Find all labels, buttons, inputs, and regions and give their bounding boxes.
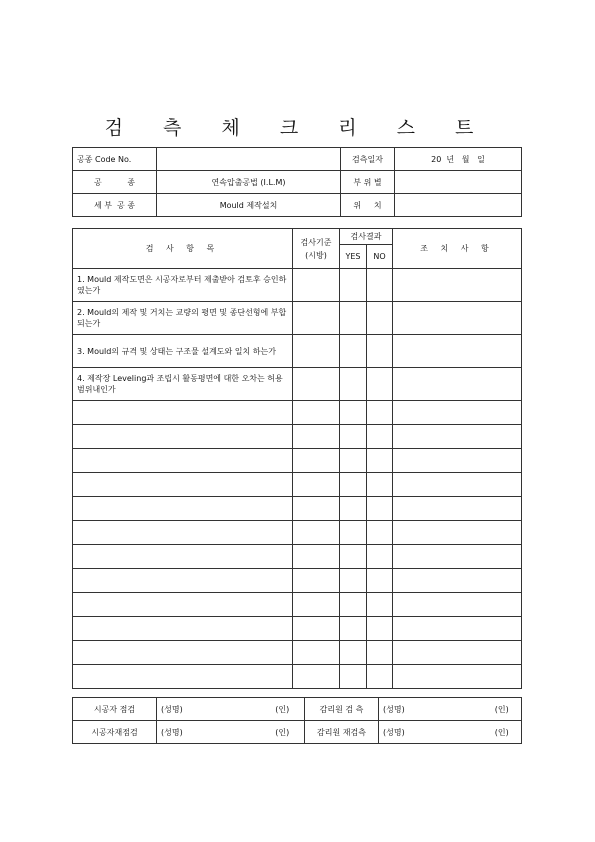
action-cell[interactable]: [393, 641, 522, 665]
column-header-no: NO: [367, 245, 393, 269]
empty-item-cell[interactable]: [73, 449, 293, 473]
no-cell[interactable]: [367, 617, 393, 641]
action-cell[interactable]: [393, 473, 522, 497]
no-cell[interactable]: [367, 497, 393, 521]
contractor-recheck-seal-field[interactable]: (인): [261, 721, 305, 744]
table-row: [73, 497, 522, 521]
action-cell[interactable]: [393, 401, 522, 425]
criteria-cell[interactable]: [293, 269, 340, 302]
criteria-cell[interactable]: [293, 593, 340, 617]
table-row: [73, 569, 522, 593]
yes-cell[interactable]: [340, 473, 367, 497]
part-label: 부 위 별: [341, 171, 395, 194]
checklist-table: [72, 228, 522, 689]
action-cell[interactable]: [393, 617, 522, 641]
work-type-label: 공 종: [73, 171, 157, 194]
criteria-cell[interactable]: [293, 473, 340, 497]
column-header-yes: YES: [340, 245, 367, 269]
table-row: [73, 593, 522, 617]
table-row: [73, 269, 522, 302]
action-cell[interactable]: [393, 545, 522, 569]
action-cell[interactable]: [393, 368, 522, 401]
action-cell[interactable]: [393, 425, 522, 449]
check-item-text: 3. Mould의 규격 및 상태는 구조물 설계도와 일치 하는가: [73, 335, 293, 368]
no-cell[interactable]: [367, 449, 393, 473]
contractor-recheck-name-field[interactable]: (성명): [157, 721, 261, 744]
action-cell[interactable]: [393, 335, 522, 368]
table-row: [73, 425, 522, 449]
sub-type-label: 세 부 공 종: [73, 194, 157, 217]
table-row: [73, 545, 522, 569]
no-cell[interactable]: [367, 641, 393, 665]
table-row: [73, 521, 522, 545]
table-row: [73, 335, 522, 368]
criteria-cell[interactable]: [293, 302, 340, 335]
location-value-field[interactable]: [395, 194, 522, 217]
supervisor-seal-field[interactable]: (인): [483, 698, 522, 721]
action-cell[interactable]: [393, 269, 522, 302]
yes-cell[interactable]: [340, 449, 367, 473]
yes-cell[interactable]: [340, 401, 367, 425]
sub-type-value: Mould 제작설치: [157, 194, 341, 217]
empty-item-cell[interactable]: [73, 665, 293, 689]
criteria-cell[interactable]: [293, 335, 340, 368]
table-row: [73, 473, 522, 497]
empty-item-cell[interactable]: [73, 521, 293, 545]
location-label: 위 치: [341, 194, 395, 217]
action-cell[interactable]: [393, 569, 522, 593]
contractor-check-label: 시공자 점검: [73, 698, 157, 721]
part-value-field[interactable]: [395, 171, 522, 194]
check-item-text: 1. Mould 제작도면은 시공자로부터 제출받아 검토후 승인하였는가: [73, 269, 293, 302]
date-value-field[interactable]: 20 년 월 일: [395, 148, 522, 171]
empty-item-cell[interactable]: [73, 641, 293, 665]
action-cell[interactable]: [393, 449, 522, 473]
table-row: [73, 641, 522, 665]
empty-item-cell[interactable]: [73, 401, 293, 425]
yes-cell[interactable]: [340, 593, 367, 617]
date-label: 검측일자: [341, 148, 395, 171]
criteria-cell[interactable]: [293, 449, 340, 473]
action-cell[interactable]: [393, 302, 522, 335]
supervisor-recheck-seal-field[interactable]: (인): [483, 721, 522, 744]
criteria-cell[interactable]: [293, 641, 340, 665]
contractor-recheck-label: 시공자재점검: [73, 721, 157, 744]
no-cell[interactable]: [367, 593, 393, 617]
contractor-seal-field[interactable]: (인): [261, 698, 305, 721]
header-info-table: [72, 147, 522, 217]
table-row: [73, 617, 522, 641]
yes-cell[interactable]: [340, 368, 367, 401]
column-header-criteria: 검사기준 (시방): [293, 229, 340, 269]
check-item-text: 2. Mould의 제작 및 거치는 교량의 평면 및 종단선형에 부합되는가: [73, 302, 293, 335]
empty-item-cell[interactable]: [73, 473, 293, 497]
yes-cell[interactable]: [340, 665, 367, 689]
no-cell[interactable]: [367, 569, 393, 593]
criteria-cell[interactable]: [293, 521, 340, 545]
supervisor-name-field[interactable]: (성명): [379, 698, 483, 721]
empty-item-cell[interactable]: [73, 569, 293, 593]
yes-cell[interactable]: [340, 269, 367, 302]
criteria-cell[interactable]: [293, 497, 340, 521]
criteria-cell[interactable]: [293, 425, 340, 449]
yes-cell[interactable]: [340, 497, 367, 521]
yes-cell[interactable]: [340, 302, 367, 335]
empty-item-cell[interactable]: [73, 545, 293, 569]
table-row: [73, 302, 522, 335]
yes-cell[interactable]: [340, 521, 367, 545]
check-item-text: 4. 제작장 Leveling과 조립시 활동평면에 대한 오차는 허용범위내인가: [73, 368, 293, 401]
supervisor-recheck-name-field[interactable]: (성명): [379, 721, 483, 744]
no-cell[interactable]: [367, 302, 393, 335]
no-cell[interactable]: [367, 665, 393, 689]
code-value-field[interactable]: [157, 148, 341, 171]
column-header-result: 검사결과: [340, 229, 393, 245]
column-header-item: 검 사 항 목: [73, 229, 293, 269]
yes-cell[interactable]: [340, 335, 367, 368]
action-cell[interactable]: [393, 497, 522, 521]
yes-cell[interactable]: [340, 617, 367, 641]
table-row: [73, 449, 522, 473]
criteria-cell[interactable]: [293, 368, 340, 401]
no-cell[interactable]: [367, 368, 393, 401]
empty-item-cell[interactable]: [73, 497, 293, 521]
table-row: [73, 665, 522, 689]
supervisor-check-label: 감리원 검 측: [305, 698, 379, 721]
table-row: [73, 368, 522, 401]
criteria-cell[interactable]: [293, 401, 340, 425]
code-label: 공종 Code No.: [73, 148, 157, 171]
contractor-name-field[interactable]: (성명): [157, 698, 261, 721]
yes-cell[interactable]: [340, 545, 367, 569]
no-cell[interactable]: [367, 473, 393, 497]
criteria-cell[interactable]: [293, 545, 340, 569]
signature-table: [72, 697, 522, 744]
no-cell[interactable]: [367, 425, 393, 449]
work-type-value: 연속압출공법 (I.L.M): [157, 171, 341, 194]
empty-item-cell[interactable]: [73, 617, 293, 641]
yes-cell[interactable]: [340, 641, 367, 665]
no-cell[interactable]: [367, 335, 393, 368]
empty-item-cell[interactable]: [73, 593, 293, 617]
criteria-cell[interactable]: [293, 665, 340, 689]
criteria-cell[interactable]: [293, 617, 340, 641]
no-cell[interactable]: [367, 545, 393, 569]
action-cell[interactable]: [393, 521, 522, 545]
yes-cell[interactable]: [340, 425, 367, 449]
column-header-action: 조 치 사 항: [393, 229, 522, 269]
table-row: [73, 401, 522, 425]
page-title: 검 측 체 크 리 스 트: [104, 117, 491, 139]
empty-item-cell[interactable]: [73, 425, 293, 449]
criteria-cell[interactable]: [293, 569, 340, 593]
no-cell[interactable]: [367, 521, 393, 545]
action-cell[interactable]: [393, 665, 522, 689]
no-cell[interactable]: [367, 269, 393, 302]
yes-cell[interactable]: [340, 569, 367, 593]
no-cell[interactable]: [367, 401, 393, 425]
supervisor-recheck-label: 감리원 재검측: [305, 721, 379, 744]
action-cell[interactable]: [393, 593, 522, 617]
